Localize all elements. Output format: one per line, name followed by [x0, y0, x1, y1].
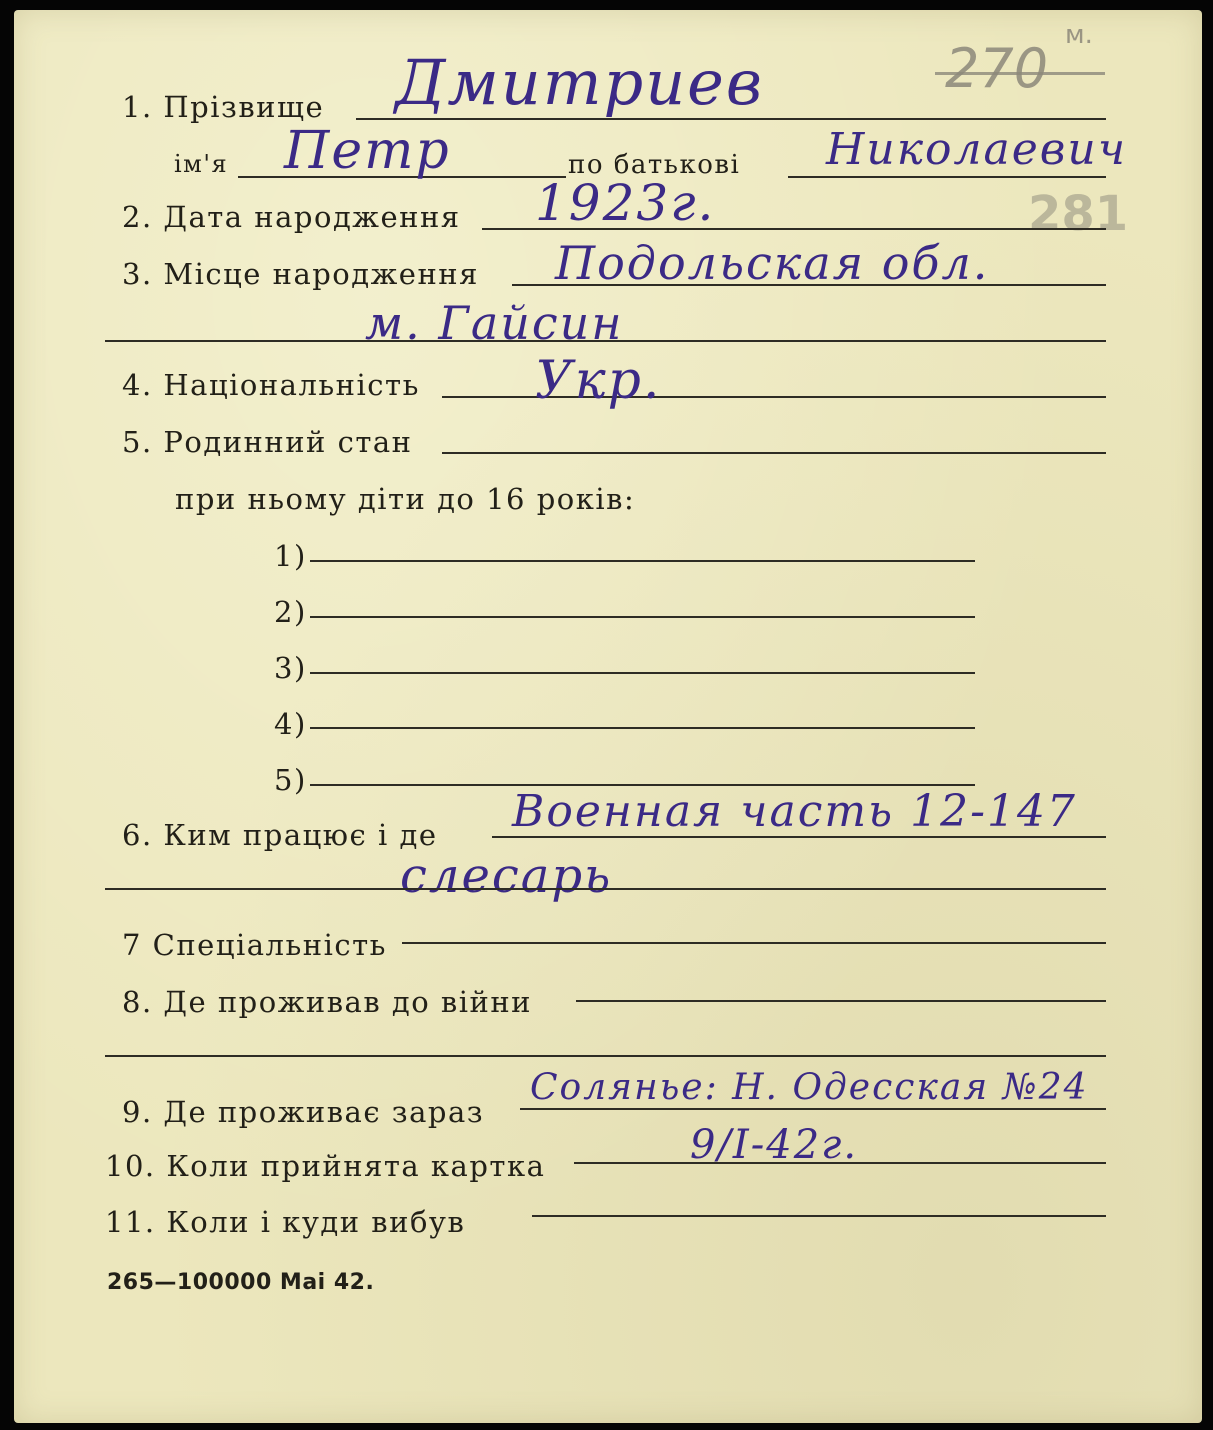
child-3-label: 3): [274, 651, 307, 685]
surname-label: 1. Прізвище: [122, 90, 325, 124]
card-accepted-label: 10. Коли прийнята картка: [105, 1149, 546, 1183]
current-residence-label: 9. Де проживає зараз: [122, 1095, 485, 1129]
work-value-2: слесарь: [400, 848, 613, 904]
pencil-number: 270: [945, 37, 1049, 100]
birth-place-value-2: м. Гайсин: [365, 296, 624, 350]
print-run-footer: 265—100000 Mai 42.: [107, 1270, 375, 1295]
child-1-label: 1): [274, 539, 307, 573]
card-accepted-value: 9/I-42г.: [690, 1122, 859, 1168]
family-status-label: 5. Родинний стан: [122, 425, 413, 459]
child-2-label: 2): [274, 595, 307, 629]
child-2-line: [310, 616, 975, 618]
specialty-label: 7 Спеціальність: [122, 928, 387, 962]
prewar-residence-label: 8. Де проживав до війни: [122, 985, 532, 1019]
pencil-side-number: 281: [1028, 186, 1129, 242]
birth-date-value: 1923г.: [535, 174, 716, 232]
work-line-2: [105, 888, 1106, 890]
birth-date-label: 2. Дата народження: [122, 200, 461, 234]
children-heading: при ньому діти до 16 років:: [175, 482, 636, 516]
pencil-strike: [935, 72, 1105, 75]
specialty-line: [402, 942, 1106, 944]
nationality-label: 4. Національність: [122, 368, 420, 402]
patronymic-value: Николаевич: [826, 124, 1128, 175]
pencil-suffix: м.: [1065, 20, 1093, 50]
current-residence-value: Солянье: Н. Одесская №24: [530, 1067, 1089, 1108]
first-name-value: Петр: [284, 121, 451, 181]
child-4-line: [310, 727, 975, 729]
departure-label: 11. Коли і куди вибув: [105, 1205, 466, 1239]
patronymic-line: [788, 176, 1106, 178]
first-name-label: ім'я: [174, 150, 229, 178]
child-1-line: [310, 560, 975, 562]
work-label: 6. Ким працює і де: [122, 818, 438, 852]
prewar-residence-line-2: [105, 1055, 1106, 1057]
current-residence-line: [520, 1108, 1106, 1110]
surname-value: Дмитриев: [395, 46, 764, 119]
family-status-line: [442, 452, 1106, 454]
birth-place-value-1: Подольская обл.: [555, 236, 990, 290]
birth-place-line-2: [105, 340, 1106, 342]
child-3-line: [310, 672, 975, 674]
birth-place-label: 3. Місце народження: [122, 257, 479, 291]
patronymic-label: по батькові: [568, 150, 741, 180]
departure-line: [532, 1215, 1106, 1217]
work-value-1: Военная часть 12-147: [512, 786, 1077, 837]
child-4-label: 4): [274, 707, 307, 741]
prewar-residence-line: [576, 1000, 1106, 1002]
child-5-label: 5): [274, 763, 307, 797]
nationality-value: Укр.: [535, 351, 662, 411]
